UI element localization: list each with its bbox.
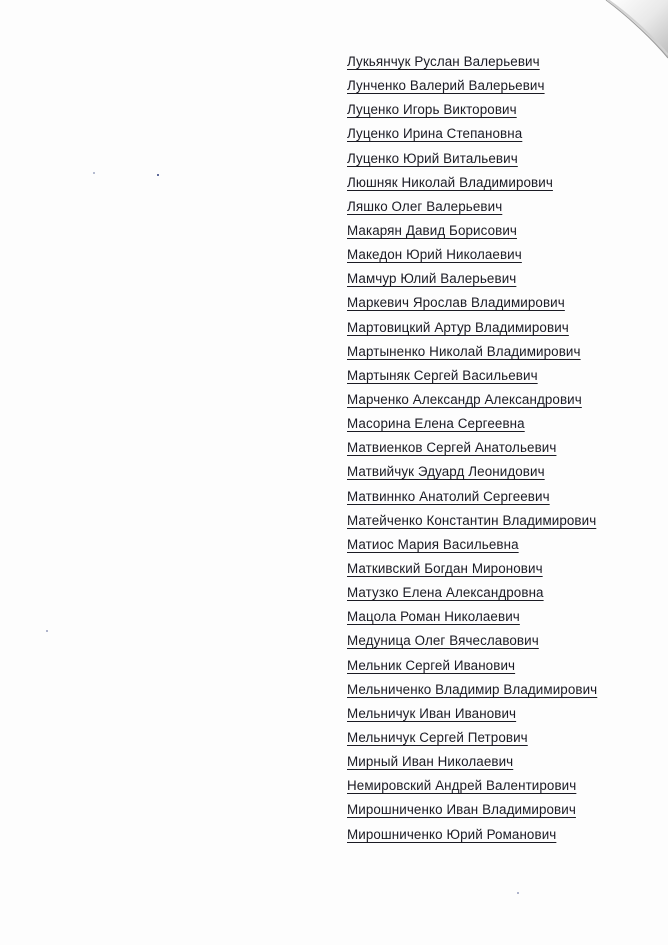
list-item — [347, 219, 597, 243]
person-name: Матиос Мария Васильевна — [347, 536, 519, 552]
person-name: Мартыненко Николай Владимирович — [347, 343, 581, 359]
scan-speck — [46, 630, 48, 632]
list-item — [347, 798, 597, 822]
person-name: Матузко Елена Александровна — [347, 585, 544, 601]
list-item — [347, 629, 597, 653]
person-name: Маркевич Ярослав Владимирович — [347, 295, 565, 311]
list-item — [347, 316, 597, 340]
list-item — [347, 436, 597, 460]
person-name: Матейченко Константин Владимирович — [347, 512, 597, 528]
person-name: Мельничук Иван Иванович — [347, 705, 517, 721]
list-item — [347, 195, 597, 219]
list-item — [347, 702, 597, 726]
list-item — [347, 557, 597, 581]
list-item — [347, 509, 597, 533]
person-name: Ляшко Олег Валерьевич — [347, 198, 503, 214]
person-name: Мартовицкий Артур Владимирович — [347, 319, 569, 335]
list-item — [347, 581, 597, 605]
list-item — [347, 267, 597, 291]
list-item — [347, 147, 597, 171]
list-item — [347, 171, 597, 195]
person-name: Луценко Юрий Витальевич — [347, 150, 518, 166]
person-name: Мельник Сергей Иванович — [347, 657, 516, 673]
person-name: Немировский Андрей Валентирович — [347, 778, 577, 794]
list-item — [347, 291, 597, 315]
person-name: Мельниченко Владимир Владимирович — [347, 681, 598, 697]
person-name: Мамчур Юлий Валерьевич — [347, 271, 517, 287]
list-item — [347, 533, 597, 557]
deputy-name-list — [347, 50, 597, 847]
list-item — [347, 750, 597, 774]
scan-speck — [517, 892, 519, 894]
person-name: Мирошниченко Юрий Романович — [347, 826, 557, 842]
person-name: Макарян Давид Борисович — [347, 222, 517, 238]
person-name: Масорина Елена Сергеевна — [347, 416, 525, 432]
person-name: Мирошниченко Иван Владимирович — [347, 802, 576, 818]
list-item — [347, 98, 597, 122]
list-item — [347, 74, 597, 98]
person-name: Луценко Игорь Викторович — [347, 102, 517, 118]
list-item — [347, 122, 597, 146]
person-name: Луценко Ирина Степановна — [347, 126, 523, 142]
list-item — [347, 485, 597, 509]
person-name: Лукьянчук Руслан Валерьевич — [347, 54, 540, 69]
list-item — [347, 388, 597, 412]
person-name: Матвиенков Сергей Анатольевич — [347, 440, 557, 456]
person-name: Лунченко Валерий Валерьевич — [347, 78, 545, 94]
list-item — [347, 823, 597, 847]
list-item — [347, 364, 597, 388]
person-name: Мельничук Сергей Петрович — [347, 729, 528, 745]
list-item — [347, 605, 597, 629]
scan-speck — [93, 172, 95, 174]
person-name: Мацола Роман Николаевич — [347, 609, 520, 625]
list-item — [347, 654, 597, 678]
list-item — [347, 50, 597, 74]
list-item — [347, 726, 597, 750]
list-item — [347, 774, 597, 798]
list-item — [347, 243, 597, 267]
person-name: Медуница Олег Вячеславович — [347, 633, 539, 649]
list-item — [347, 678, 597, 702]
scan-speck — [157, 174, 159, 176]
person-name: Маткивский Богдан Миронович — [347, 560, 543, 576]
list-item — [347, 412, 597, 436]
person-name: Мартыняк Сергей Васильевич — [347, 367, 538, 383]
person-name: Матвийчук Эдуард Леонидович — [347, 464, 545, 480]
person-name: Мирный Иван Николаевич — [347, 754, 514, 770]
person-name: Люшняк Николай Владимирович — [347, 174, 553, 190]
person-name: Матвиннко Анатолий Сергеевич — [347, 488, 550, 504]
person-name: Марченко Александр Александрович — [347, 391, 582, 407]
list-item — [347, 340, 597, 364]
list-item — [347, 460, 597, 484]
person-name: Македон Юрий Николаевич — [347, 247, 522, 263]
